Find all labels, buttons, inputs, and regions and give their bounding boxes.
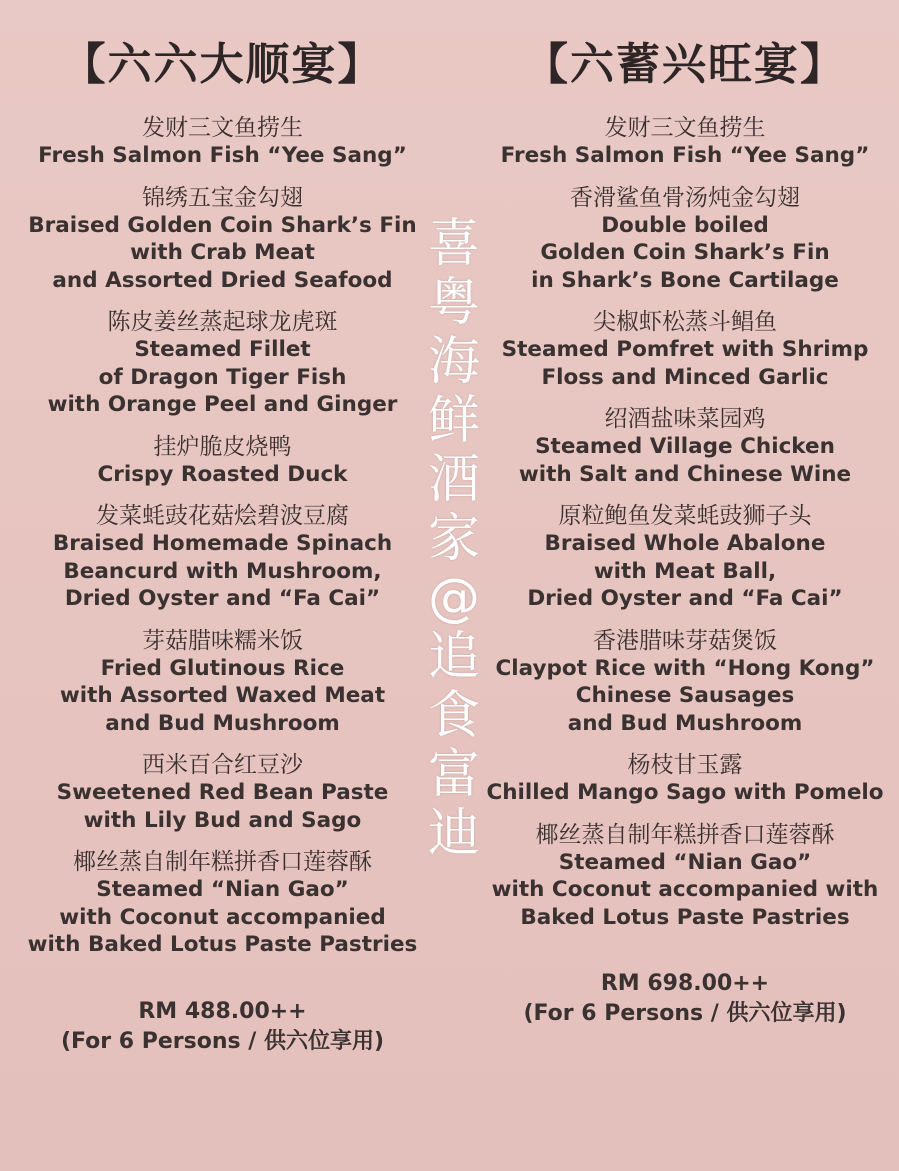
dish-name-chinese: 发财三文鱼捞生 [604, 115, 766, 141]
dish-name-chinese: 陈皮姜丝蒸起球龙虎斑 [107, 309, 338, 335]
dish-name-english: Steamed Village Chicken with Salt and Chinese Wine [518, 434, 852, 487]
dish-name-english: Steamed “Nian Gao” with Coconut accompanied with Baked Lotus Paste Pastries [27, 877, 418, 957]
dish-name-chinese: 原粒鲍鱼发菜蚝豉狮子头 [558, 503, 812, 529]
dish [20, 114, 425, 170]
dish-name-chinese: 发菜蚝豉花菇烩碧波豆腐 [96, 503, 349, 529]
dish-name-chinese: 西米百合红豆沙 [142, 752, 303, 778]
dish [20, 627, 425, 738]
dish [480, 184, 890, 295]
watermark-text: 喜粤海鲜酒家@追食富迪 [427, 214, 480, 864]
dish [20, 751, 425, 834]
dish-name-chinese: 挂炉脆皮烧鸭 [153, 433, 292, 460]
dish [20, 848, 425, 959]
set-menu-title: 【六蓄兴旺宴】 [524, 39, 846, 90]
dish [480, 502, 890, 613]
dish [20, 433, 425, 489]
dish [480, 308, 890, 391]
dish-name-chinese: 发财三文鱼捞生 [142, 115, 303, 141]
dish-name-english: Braised Golden Coin Shark’s Fin with Crab Meat and Assorted Dried Seafood [28, 212, 417, 293]
dish-name-english: Steamed Fillet of Dragon Tiger Fish with Orange Peel and Ginger [47, 337, 398, 417]
price: RM 488.00++ [138, 998, 307, 1024]
persons-note: (For 6 Persons / 供六位享用) [60, 1028, 385, 1054]
dish-name-english: Chilled Mango Sago with Pomelo [486, 780, 884, 805]
menu-right [480, 0, 890, 1029]
menu-left [20, 0, 425, 1057]
set-menu-title: 【六六大顺宴】 [61, 39, 384, 90]
dish-name-english: Sweetened Red Bean Paste with Lily Bud and Sago [56, 780, 389, 833]
dish [480, 751, 890, 807]
dish [20, 184, 425, 295]
dish-name-english: Braised Whole Abalone with Meat Ball, Dried Oyster and “Fa Cai” [527, 531, 843, 611]
dish [20, 308, 425, 419]
dish-name-chinese: 椰丝蒸自制年糕拼香口莲蓉酥 [73, 849, 372, 875]
dish-name-chinese: 香滑鲨鱼骨汤炖金勾翅 [570, 184, 800, 211]
dish-name-chinese: 椰丝蒸自制年糕拼香口莲蓉酥 [535, 821, 835, 848]
dish [480, 405, 890, 488]
dish-name-chinese: 杨枝甘玉露 [627, 752, 743, 778]
dish-name-english: Steamed Pomfret with Shrimp Floss and Minced Garlic [501, 337, 869, 390]
dish-name-english: Crispy Roasted Duck [97, 461, 348, 487]
dish [480, 821, 890, 932]
price-block [20, 997, 425, 1057]
dish-name-english: Braised Homemade Spinach Beancurd with Mushroom, Dried Oyster and “Fa Cai” [52, 531, 393, 611]
dish-name-chinese: 香港腊味芽菇煲饭 [593, 627, 777, 654]
dish-name-chinese: 绍酒盐味菜园鸡 [604, 406, 766, 432]
dish [20, 502, 425, 613]
dish-name-chinese: 尖椒虾松蒸斗鲳鱼 [593, 309, 777, 335]
dish-name-english: Fried Glutinous Rice with Assorted Waxed Meat and Bud Mushroom [59, 655, 386, 736]
dish [480, 627, 890, 738]
dish-name-english: Steamed “Nian Gao” with Coconut accompanied with Baked Lotus Paste Pastries [491, 849, 879, 930]
persons-note: (For 6 Persons / 供六位享用) [523, 1001, 847, 1026]
price-block [480, 969, 890, 1029]
dish-name-english: Claypot Rice with “Hong Kong” Chinese Sausages and Bud Mushroom [495, 655, 875, 736]
dish [480, 114, 890, 170]
dish-name-english: Fresh Salmon Fish “Yee Sang” [38, 143, 407, 168]
price: RM 698.00++ [600, 971, 770, 996]
dish-name-chinese: 锦绣五宝金勾翅 [142, 184, 303, 211]
dish-name-english: Double boiled Golden Coin Shark’s Fin in Shark’s Bone Cartilage [531, 212, 839, 293]
dish-name-chinese: 芽菇腊味糯米饭 [142, 627, 303, 654]
dish-name-english: Fresh Salmon Fish “Yee Sang” [500, 143, 870, 168]
